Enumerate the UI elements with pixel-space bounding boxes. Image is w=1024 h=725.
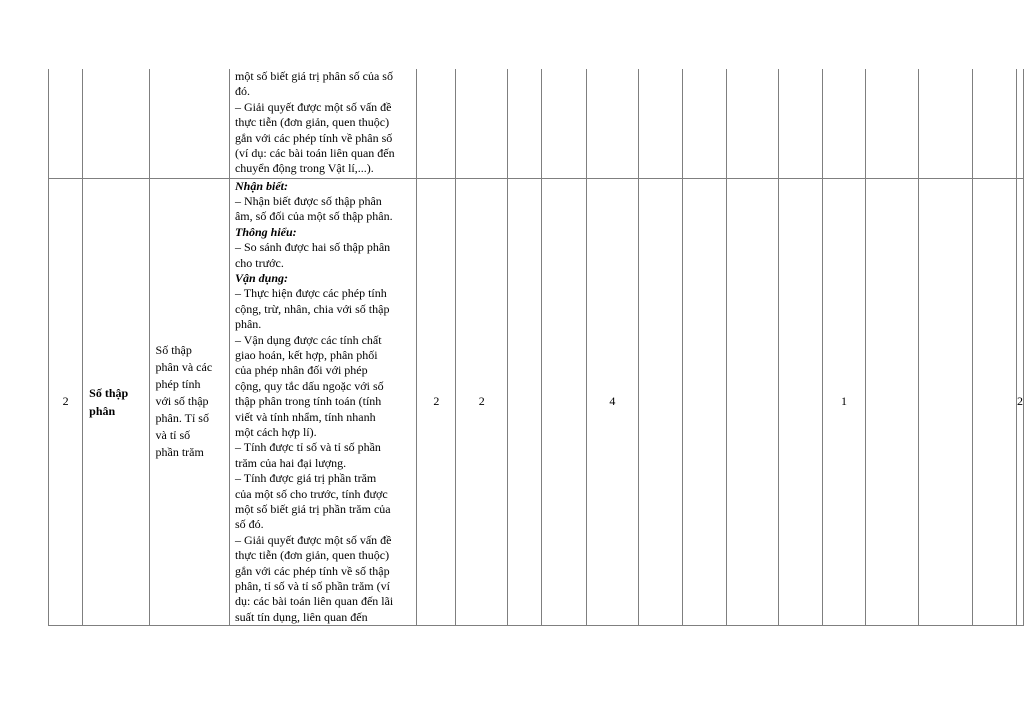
content-line: và tỉ số	[155, 428, 191, 443]
requirement-line: của phép nhân đối với phép	[234, 363, 368, 378]
requirement-line: phân, tỉ số và tỉ số phần trăm (ví	[234, 579, 390, 594]
question-count-cell	[1017, 69, 1024, 178]
question-count-cell	[973, 178, 1017, 626]
question-count-cell: 2	[417, 178, 456, 626]
question-count-cell	[822, 69, 866, 178]
topic-line: phân	[89, 403, 116, 418]
content-cell	[149, 69, 229, 178]
question-count-cell	[866, 178, 918, 626]
content-line: Số thập	[155, 343, 192, 358]
requirement-line: dụ: các bài toán liên quan đến lãi	[234, 594, 394, 609]
requirement-line: thực tiễn (đơn giản, quen thuộc)	[234, 115, 390, 130]
requirement-line: phân.	[234, 317, 262, 332]
topic-cell	[83, 69, 149, 178]
table-row	[49, 178, 1024, 626]
requirement-line: – Thực hiện được các phép tính	[234, 286, 387, 301]
question-count-cell	[508, 178, 542, 626]
question-count-cell: 1	[822, 178, 866, 626]
question-count-cell	[541, 69, 586, 178]
level-heading: Vận dụng:	[234, 270, 289, 285]
question-count-cell	[778, 69, 822, 178]
requirement-line: một cách hợp lí).	[234, 425, 317, 439]
matrix-table	[48, 69, 1024, 626]
question-count-cell: 2	[456, 178, 508, 626]
question-count-cell	[918, 69, 972, 178]
requirement-line: trăm của hai đại lượng.	[234, 455, 347, 470]
question-count-cell	[918, 178, 972, 626]
requirement-line: gắn với các phép tính về số thập	[234, 563, 390, 578]
content-line: phân. Tỉ số	[155, 411, 209, 426]
content-line: với số thập	[155, 394, 209, 409]
requirement-line: viết và tính nhẩm, tính nhanh	[234, 409, 376, 424]
question-count-cell	[726, 69, 778, 178]
requirement-line: gắn với các phép tính về phân số	[234, 130, 393, 145]
requirement-description-cell	[229, 69, 416, 178]
question-count-cell	[682, 69, 726, 178]
requirement-line: – Vận dụng được các tính chất	[234, 332, 382, 347]
requirement-line: – So sánh được hai số thập phân	[234, 240, 391, 255]
question-count-cell	[541, 178, 586, 626]
question-count-cell	[639, 69, 683, 178]
requirement-line: thập phân trong tính toán (tính	[234, 394, 382, 409]
row-number-cell	[49, 69, 83, 178]
question-count-cell	[682, 178, 726, 626]
requirement-line: giao hoán, kết hợp, phân phối	[234, 347, 378, 362]
requirement-line: một số biết giá trị phần trăm của	[234, 502, 391, 517]
row-number-cell: 2	[49, 178, 83, 626]
requirement-line: một số biết giá trị phân số của số	[234, 69, 393, 83]
requirement-line: chuyển động trong Vật lí,...).	[234, 161, 374, 176]
content-line: phép tính	[155, 377, 201, 392]
requirement-line: – Nhận biết được số thập phân	[234, 193, 382, 208]
question-count-cell	[586, 69, 639, 178]
requirement-line: thực tiễn (đơn giản, quen thuộc)	[234, 548, 390, 563]
question-count-cell	[456, 69, 508, 178]
requirement-line: – Giải quyết được một số vấn đề	[234, 532, 392, 547]
question-count-cell	[417, 69, 456, 178]
requirement-line: suất tín dụng, liên quan đến	[234, 609, 368, 624]
requirement-line: cộng, trừ, nhân, chia với số thập	[234, 301, 390, 316]
requirement-line: số đó.	[234, 517, 264, 532]
table-row	[49, 69, 1024, 178]
question-count-cell: 4	[586, 178, 639, 626]
question-count-cell	[508, 69, 542, 178]
question-count-cell	[973, 69, 1017, 178]
level-heading: Nhận biết:	[234, 178, 288, 193]
requirement-line: cộng, quy tắc dấu ngoặc với số	[234, 378, 384, 393]
content-line: phần trăm	[155, 445, 204, 460]
requirement-description-cell	[229, 178, 416, 626]
requirement-line: – Tính được tỉ số và tỉ số phần	[234, 440, 381, 455]
requirement-line: đó.	[234, 84, 250, 99]
question-count-cell: 2	[1017, 178, 1024, 626]
question-count-cell	[726, 178, 778, 626]
topic-cell	[83, 178, 149, 626]
level-heading: Thông hiểu:	[234, 224, 297, 239]
requirement-line: âm, số đối của một số thập phân.	[234, 209, 393, 224]
requirement-line: – Tính được giá trị phần trăm	[234, 471, 377, 486]
question-count-cell	[866, 69, 918, 178]
topic-line: Số thập	[89, 385, 129, 400]
content-line: phân và các	[155, 360, 213, 375]
question-count-cell	[778, 178, 822, 626]
question-count-cell	[639, 178, 683, 626]
requirement-line: cho trước.	[234, 255, 284, 270]
content-cell	[149, 178, 229, 626]
requirement-line: (ví dụ: các bài toán liên quan đến	[234, 146, 395, 161]
requirement-line: của một số cho trước, tính được	[234, 486, 388, 501]
requirement-line: – Giải quyết được một số vấn đề	[234, 99, 392, 114]
